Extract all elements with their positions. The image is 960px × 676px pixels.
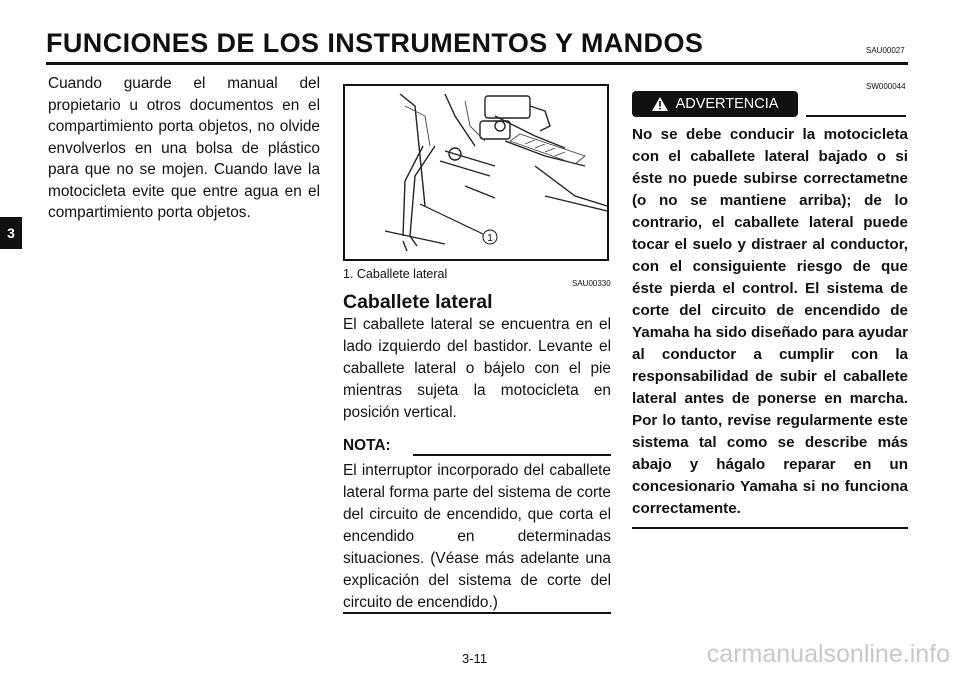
figure-caption: 1. Caballete lateral <box>343 267 448 281</box>
warning-triangle-icon <box>652 97 668 111</box>
page-number: 3-11 <box>462 651 488 666</box>
warning-text: No se debe conducir la motocicleta con el caballete lateral bajado o si éste no puede subirse correctametne (o no se mantiene arriba); de lo contrario, el caballete lateral puede tocar el suelo y distraer al conductor, con el consiguiente riesgo de que éste pierda el control. El sistema de corte del circuito de encendido de Yamaha ha sido diseñado para ayudar al conductor a cumplir con la responsabilidad de subir el caballete lateral antes de ponerse en marcha. Por lo tanto, revise regularmente este sistema tal como se describe más abajo y hágalo reparar en un concesionario Yamaha si no funciona correctamente. <box>632 126 909 517</box>
note-label: NOTA: <box>343 437 391 454</box>
chapter-tab: 3 <box>0 217 22 249</box>
title-rule <box>46 62 908 65</box>
watermark: carmanualsonline.info <box>706 640 950 668</box>
section-code: SAU00330 <box>572 279 611 288</box>
sidestand-illustration <box>343 84 609 261</box>
warning-rule <box>806 115 906 117</box>
warning-end-rule <box>632 527 908 529</box>
storage-paragraph: Cuando guarde el manual del propietario u otros documentos en el compartimiento porta objetos, no olvide envolverlos en una bolsa de plástico para que no se mojen. Cuando lave la motocicleta evite que entre agua en el compartimiento porta objetos. <box>48 75 320 221</box>
section-heading: Caballete lateral <box>343 291 493 313</box>
note-end-rule <box>343 612 611 614</box>
warning-code: SW000044 <box>866 82 906 91</box>
page-title: FUNCIONES DE LOS INSTRUMENTOS Y MANDOS <box>46 28 704 58</box>
note-rule <box>413 454 611 456</box>
sidestand-paragraph: El caballete lateral se encuentra en el lado izquierdo del bastidor. Levante el caballete lateral o bájelo con el pie mientras sujeta la motocicleta en posición vertical. <box>343 316 611 421</box>
figure-callout-1: 1 <box>487 233 493 244</box>
warning-badge <box>632 91 798 117</box>
section-code: SAU00027 <box>866 46 905 55</box>
note-paragraph: El interruptor incorporado del caballete lateral forma parte del sistema de corte del circuito de encendido, que corta el encendido en determinadas situaciones. (Véase más adelante una explicación del sistema de corte del circuito de encendido.) <box>343 462 611 611</box>
warning-label: ADVERTENCIA <box>675 96 779 112</box>
